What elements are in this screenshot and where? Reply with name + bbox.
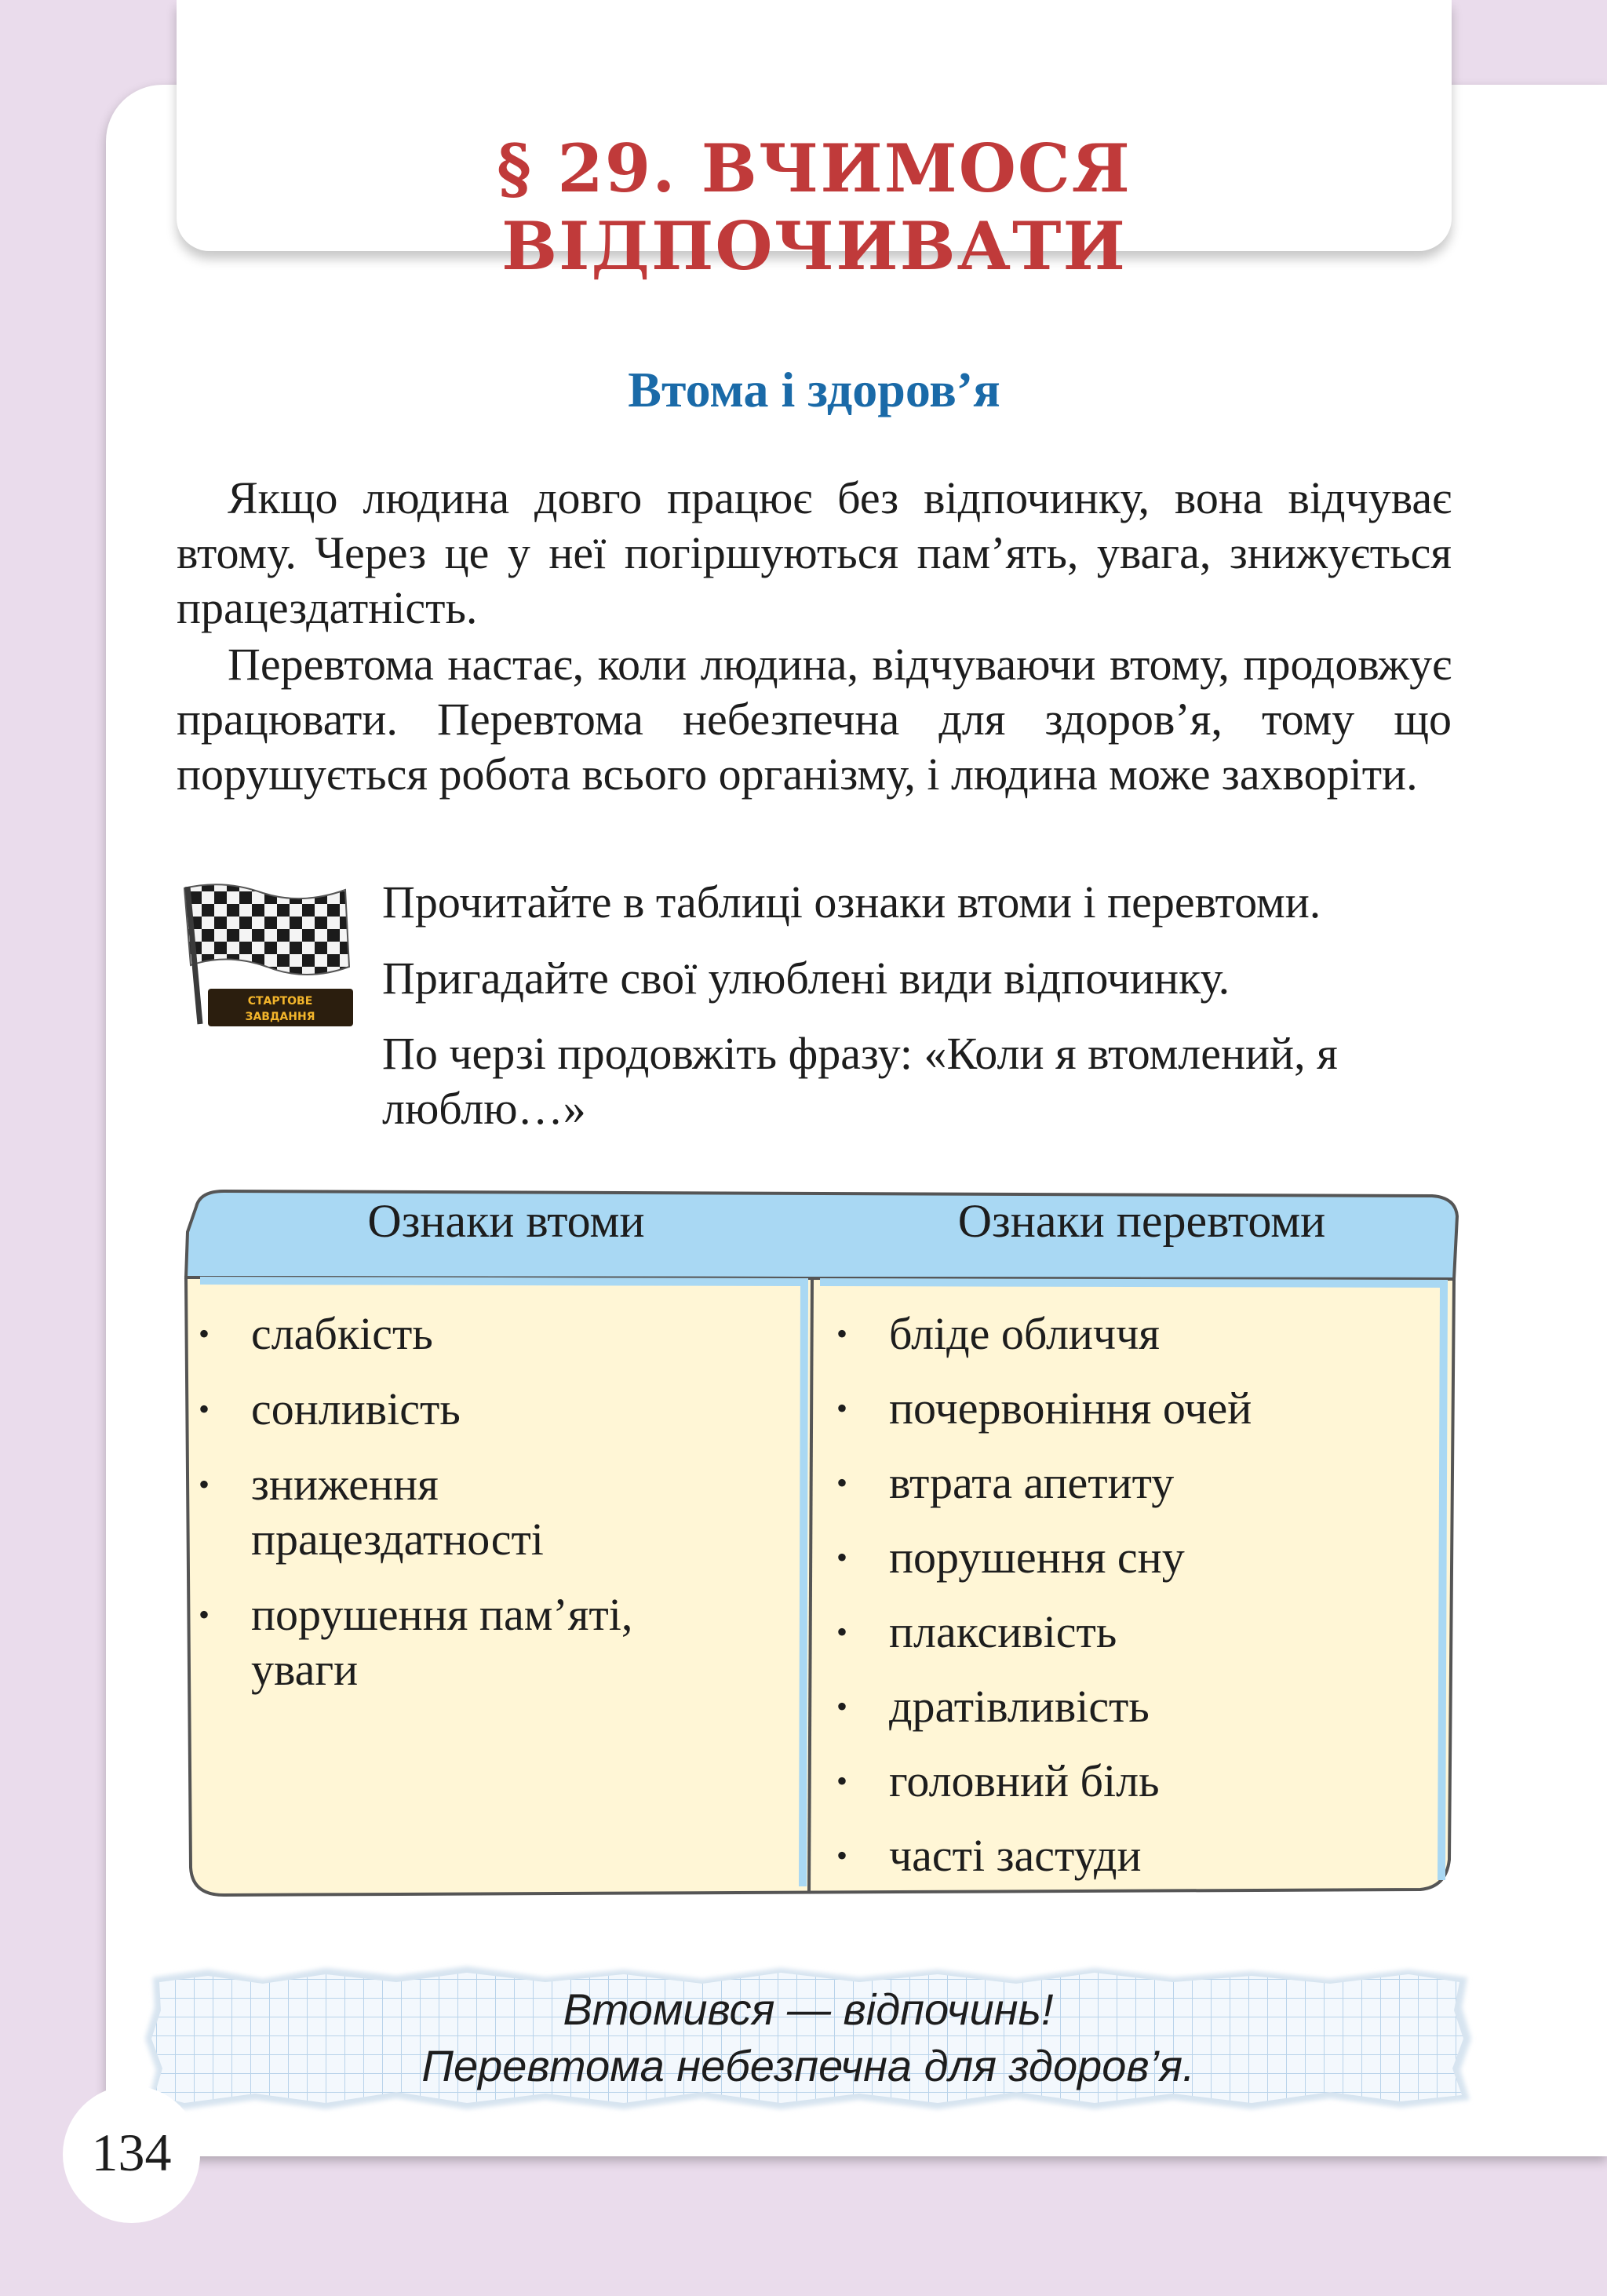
list-item (830, 1828, 1442, 1883)
paragraph-1-text: Якщо людина довго працює без відпочинку, вона відчуває втому. Через це у неї погіршуються пам’ять, увага, знижується працездатність. (177, 472, 1452, 633)
list-item (830, 1381, 1442, 1436)
bullet: • (836, 1540, 848, 1575)
list-item (192, 1382, 789, 1437)
list-item-text: втрата апетиту (889, 1457, 1175, 1508)
bullet: • (836, 1465, 848, 1500)
note-line-1: Втомився — відпочинь! (563, 1984, 1054, 2034)
list-item-text: головний біль (889, 1755, 1160, 1806)
list-item (830, 1456, 1442, 1511)
list-item (192, 1307, 789, 1361)
list-item-text: порушення пам’яті, уваги (251, 1589, 633, 1695)
overfatigue-signs-list (830, 1307, 1442, 1903)
list-item-text: порушення сну (889, 1532, 1185, 1583)
title-box (177, 0, 1452, 285)
paragraph-2 (177, 637, 1452, 802)
list-item-text: почервоніння очей (889, 1383, 1252, 1434)
table-header-overfatigue: Ознаки перевтоми (957, 1195, 1326, 1247)
list-item (830, 1530, 1442, 1585)
list-item-text: сонливість (251, 1383, 461, 1434)
bullet: • (836, 1316, 848, 1351)
task-line-3: По черзі продовжіть фразу: «Коли я втомлений, я люблю…» (382, 1028, 1338, 1134)
paragraph-1 (177, 471, 1452, 636)
task-line-2: Пригадайте свої улюблені види відпочинку. (382, 953, 1230, 1004)
list-item (830, 1754, 1442, 1809)
bullet: • (836, 1390, 848, 1426)
bullet: • (836, 1838, 848, 1873)
list-item (830, 1605, 1442, 1660)
bullet: • (836, 1689, 848, 1724)
list-item-text: плаксивість (889, 1606, 1117, 1657)
bullet: • (199, 1391, 210, 1427)
bullet: • (199, 1597, 210, 1632)
note-line-2: Перевтома небезпечна для здоров’я. (421, 2041, 1195, 2090)
list-item-text: зниження працездатності (251, 1459, 544, 1565)
bullet: • (199, 1467, 210, 1502)
task-line-1: Прочитайте в таблиці ознаки втоми і перевтоми. (382, 876, 1321, 928)
fatigue-signs-list (192, 1307, 789, 1718)
page-title: § 29. ВЧИМОСЯ ВІДПОЧИВАТИ (497, 129, 1131, 285)
bullet: • (836, 1614, 848, 1649)
page-number: 134 (91, 2123, 172, 2182)
list-item-text: слабкість (251, 1308, 433, 1359)
table-header-fatigue: Ознаки втоми (367, 1195, 645, 1247)
bullet: • (836, 1763, 848, 1799)
list-item (830, 1307, 1442, 1361)
section-subtitle: Втома і здоров’я (628, 362, 1000, 417)
checkered-flag-icon (177, 879, 357, 1036)
list-item (830, 1679, 1442, 1734)
list-item-text: дратівливість (889, 1681, 1150, 1732)
paragraph-2-text: Перевтома настає, коли людина, відчуваючи втому, продовжує працювати. Перевтома небезпечна для здоров’я, тому що порушується робота всього організму, і людина може захворіти. (177, 639, 1452, 800)
list-item (192, 1587, 738, 1697)
list-item (192, 1457, 581, 1567)
flag-label: СТАРТОВЕ (247, 995, 313, 1008)
list-item-text: бліде обличчя (889, 1308, 1160, 1359)
flag-label-2: ЗАВДАННЯ (245, 1011, 315, 1023)
list-item-text: часті застуди (889, 1830, 1142, 1881)
bullet: • (199, 1316, 210, 1351)
